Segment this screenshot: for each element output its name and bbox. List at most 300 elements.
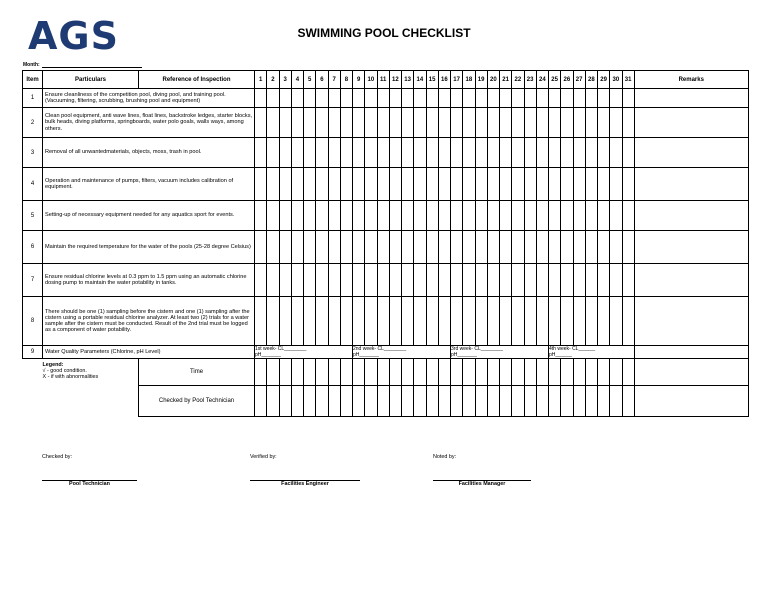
remarks-cell[interactable] [634, 386, 748, 417]
day-check-cell[interactable] [328, 108, 340, 138]
day-check-cell[interactable] [585, 138, 597, 168]
day-check-cell[interactable] [524, 168, 536, 201]
day-check-cell[interactable] [524, 264, 536, 297]
day-check-cell[interactable] [328, 201, 340, 231]
day-check-cell[interactable] [304, 297, 316, 346]
initials-cell[interactable] [475, 386, 487, 417]
time-cell[interactable] [328, 359, 340, 386]
day-check-cell[interactable] [451, 89, 463, 108]
day-check-cell[interactable] [267, 168, 279, 201]
remarks-cell[interactable] [634, 359, 748, 386]
day-check-cell[interactable] [561, 168, 573, 201]
day-check-cell[interactable] [365, 264, 377, 297]
time-cell[interactable] [402, 359, 414, 386]
day-check-cell[interactable] [475, 89, 487, 108]
day-check-cell[interactable] [389, 297, 401, 346]
day-check-cell[interactable] [598, 168, 610, 201]
initials-cell[interactable] [549, 386, 561, 417]
day-check-cell[interactable] [451, 297, 463, 346]
day-check-cell[interactable] [279, 89, 291, 108]
day-check-cell[interactable] [279, 138, 291, 168]
day-check-cell[interactable] [438, 108, 450, 138]
day-check-cell[interactable] [304, 138, 316, 168]
day-check-cell[interactable] [524, 201, 536, 231]
initials-cell[interactable] [279, 386, 291, 417]
time-cell[interactable] [414, 359, 426, 386]
day-check-cell[interactable] [426, 89, 438, 108]
day-check-cell[interactable] [304, 108, 316, 138]
initials-cell[interactable] [291, 386, 303, 417]
day-check-cell[interactable] [475, 108, 487, 138]
time-cell[interactable] [426, 359, 438, 386]
day-check-cell[interactable] [585, 264, 597, 297]
day-check-cell[interactable] [536, 168, 548, 201]
day-check-cell[interactable] [463, 201, 475, 231]
week-reading-cell[interactable] [353, 346, 451, 359]
day-check-cell[interactable] [267, 108, 279, 138]
day-check-cell[interactable] [487, 231, 499, 264]
day-check-cell[interactable] [549, 89, 561, 108]
initials-cell[interactable] [316, 386, 328, 417]
day-check-cell[interactable] [500, 138, 512, 168]
day-check-cell[interactable] [598, 138, 610, 168]
day-check-cell[interactable] [255, 168, 267, 201]
day-check-cell[interactable] [561, 231, 573, 264]
time-cell[interactable] [622, 359, 634, 386]
day-check-cell[interactable] [291, 264, 303, 297]
day-check-cell[interactable] [377, 108, 389, 138]
initials-cell[interactable] [365, 386, 377, 417]
initials-cell[interactable] [389, 386, 401, 417]
day-check-cell[interactable] [500, 168, 512, 201]
initials-cell[interactable] [353, 386, 365, 417]
day-check-cell[interactable] [487, 201, 499, 231]
day-check-cell[interactable] [426, 168, 438, 201]
day-check-cell[interactable] [512, 201, 524, 231]
day-check-cell[interactable] [622, 201, 634, 231]
day-check-cell[interactable] [304, 168, 316, 201]
day-check-cell[interactable] [402, 297, 414, 346]
day-check-cell[interactable] [316, 138, 328, 168]
day-check-cell[interactable] [451, 168, 463, 201]
time-cell[interactable] [598, 359, 610, 386]
day-check-cell[interactable] [524, 297, 536, 346]
day-check-cell[interactable] [316, 231, 328, 264]
day-check-cell[interactable] [622, 138, 634, 168]
day-check-cell[interactable] [549, 168, 561, 201]
day-check-cell[interactable] [291, 89, 303, 108]
day-check-cell[interactable] [402, 201, 414, 231]
day-check-cell[interactable] [291, 201, 303, 231]
day-check-cell[interactable] [536, 264, 548, 297]
day-check-cell[interactable] [340, 168, 352, 201]
day-check-cell[interactable] [389, 138, 401, 168]
day-check-cell[interactable] [573, 168, 585, 201]
time-cell[interactable] [304, 359, 316, 386]
time-cell[interactable] [573, 359, 585, 386]
month-input-line[interactable] [42, 67, 142, 68]
day-check-cell[interactable] [573, 201, 585, 231]
day-check-cell[interactable] [438, 231, 450, 264]
day-check-cell[interactable] [279, 264, 291, 297]
day-check-cell[interactable] [377, 138, 389, 168]
initials-cell[interactable] [340, 386, 352, 417]
time-cell[interactable] [377, 359, 389, 386]
day-check-cell[interactable] [438, 168, 450, 201]
day-check-cell[interactable] [267, 89, 279, 108]
remarks-cell[interactable] [634, 297, 748, 346]
day-check-cell[interactable] [291, 108, 303, 138]
day-check-cell[interactable] [414, 297, 426, 346]
day-check-cell[interactable] [389, 168, 401, 201]
day-check-cell[interactable] [426, 264, 438, 297]
day-check-cell[interactable] [353, 108, 365, 138]
day-check-cell[interactable] [353, 231, 365, 264]
day-check-cell[interactable] [438, 89, 450, 108]
day-check-cell[interactable] [549, 264, 561, 297]
initials-cell[interactable] [524, 386, 536, 417]
initials-cell[interactable] [463, 386, 475, 417]
day-check-cell[interactable] [365, 108, 377, 138]
day-check-cell[interactable] [598, 108, 610, 138]
time-cell[interactable] [340, 359, 352, 386]
day-check-cell[interactable] [377, 89, 389, 108]
day-check-cell[interactable] [304, 231, 316, 264]
day-check-cell[interactable] [414, 89, 426, 108]
day-check-cell[interactable] [549, 108, 561, 138]
day-check-cell[interactable] [610, 231, 622, 264]
day-check-cell[interactable] [622, 264, 634, 297]
day-check-cell[interactable] [622, 231, 634, 264]
day-check-cell[interactable] [622, 108, 634, 138]
day-check-cell[interactable] [573, 108, 585, 138]
time-cell[interactable] [353, 359, 365, 386]
day-check-cell[interactable] [438, 201, 450, 231]
remarks-cell[interactable] [634, 168, 748, 201]
day-check-cell[interactable] [475, 168, 487, 201]
day-check-cell[interactable] [438, 138, 450, 168]
day-check-cell[interactable] [463, 231, 475, 264]
initials-cell[interactable] [377, 386, 389, 417]
day-check-cell[interactable] [549, 201, 561, 231]
day-check-cell[interactable] [328, 264, 340, 297]
day-check-cell[interactable] [487, 138, 499, 168]
day-check-cell[interactable] [353, 264, 365, 297]
day-check-cell[interactable] [622, 89, 634, 108]
day-check-cell[interactable] [291, 168, 303, 201]
day-check-cell[interactable] [291, 297, 303, 346]
day-check-cell[interactable] [573, 297, 585, 346]
day-check-cell[interactable] [610, 264, 622, 297]
day-check-cell[interactable] [365, 138, 377, 168]
day-check-cell[interactable] [463, 264, 475, 297]
day-check-cell[interactable] [610, 108, 622, 138]
time-cell[interactable] [438, 359, 450, 386]
day-check-cell[interactable] [622, 168, 634, 201]
day-check-cell[interactable] [340, 138, 352, 168]
day-check-cell[interactable] [389, 89, 401, 108]
day-check-cell[interactable] [451, 264, 463, 297]
day-check-cell[interactable] [426, 297, 438, 346]
day-check-cell[interactable] [389, 264, 401, 297]
initials-cell[interactable] [414, 386, 426, 417]
day-check-cell[interactable] [487, 108, 499, 138]
day-check-cell[interactable] [487, 89, 499, 108]
time-cell[interactable] [291, 359, 303, 386]
day-check-cell[interactable] [475, 138, 487, 168]
day-check-cell[interactable] [573, 264, 585, 297]
day-check-cell[interactable] [475, 264, 487, 297]
day-check-cell[interactable] [340, 297, 352, 346]
day-check-cell[interactable] [487, 297, 499, 346]
day-check-cell[interactable] [475, 231, 487, 264]
day-check-cell[interactable] [340, 264, 352, 297]
day-check-cell[interactable] [328, 138, 340, 168]
initials-cell[interactable] [267, 386, 279, 417]
day-check-cell[interactable] [536, 201, 548, 231]
day-check-cell[interactable] [610, 168, 622, 201]
day-check-cell[interactable] [316, 297, 328, 346]
day-check-cell[interactable] [561, 264, 573, 297]
time-cell[interactable] [512, 359, 524, 386]
day-check-cell[interactable] [402, 231, 414, 264]
day-check-cell[interactable] [377, 264, 389, 297]
day-check-cell[interactable] [353, 297, 365, 346]
day-check-cell[interactable] [524, 231, 536, 264]
day-check-cell[interactable] [291, 138, 303, 168]
day-check-cell[interactable] [377, 201, 389, 231]
day-check-cell[interactable] [267, 138, 279, 168]
remarks-cell[interactable] [634, 346, 748, 359]
time-cell[interactable] [451, 359, 463, 386]
day-check-cell[interactable] [500, 108, 512, 138]
day-check-cell[interactable] [279, 297, 291, 346]
day-check-cell[interactable] [279, 168, 291, 201]
day-check-cell[interactable] [316, 89, 328, 108]
day-check-cell[interactable] [365, 201, 377, 231]
remarks-cell[interactable] [634, 138, 748, 168]
day-check-cell[interactable] [377, 297, 389, 346]
day-check-cell[interactable] [610, 138, 622, 168]
day-check-cell[interactable] [255, 264, 267, 297]
day-check-cell[interactable] [402, 138, 414, 168]
day-check-cell[interactable] [389, 108, 401, 138]
day-check-cell[interactable] [340, 201, 352, 231]
time-cell[interactable] [316, 359, 328, 386]
day-check-cell[interactable] [500, 89, 512, 108]
day-check-cell[interactable] [475, 297, 487, 346]
day-check-cell[interactable] [585, 168, 597, 201]
day-check-cell[interactable] [512, 168, 524, 201]
day-check-cell[interactable] [414, 264, 426, 297]
time-cell[interactable] [500, 359, 512, 386]
day-check-cell[interactable] [377, 231, 389, 264]
day-check-cell[interactable] [402, 89, 414, 108]
day-check-cell[interactable] [561, 108, 573, 138]
day-check-cell[interactable] [451, 231, 463, 264]
time-cell[interactable] [585, 359, 597, 386]
day-check-cell[interactable] [328, 231, 340, 264]
day-check-cell[interactable] [414, 231, 426, 264]
day-check-cell[interactable] [255, 138, 267, 168]
day-check-cell[interactable] [426, 201, 438, 231]
day-check-cell[interactable] [536, 231, 548, 264]
time-cell[interactable] [610, 359, 622, 386]
day-check-cell[interactable] [512, 108, 524, 138]
day-check-cell[interactable] [328, 89, 340, 108]
day-check-cell[interactable] [267, 297, 279, 346]
day-check-cell[interactable] [279, 108, 291, 138]
day-check-cell[interactable] [365, 231, 377, 264]
remarks-cell[interactable] [634, 89, 748, 108]
day-check-cell[interactable] [279, 201, 291, 231]
day-check-cell[interactable] [536, 297, 548, 346]
day-check-cell[interactable] [414, 201, 426, 231]
day-check-cell[interactable] [536, 138, 548, 168]
day-check-cell[interactable] [414, 138, 426, 168]
initials-cell[interactable] [438, 386, 450, 417]
day-check-cell[interactable] [610, 297, 622, 346]
day-check-cell[interactable] [389, 201, 401, 231]
day-check-cell[interactable] [598, 264, 610, 297]
day-check-cell[interactable] [267, 231, 279, 264]
time-cell[interactable] [389, 359, 401, 386]
time-cell[interactable] [463, 359, 475, 386]
initials-cell[interactable] [536, 386, 548, 417]
day-check-cell[interactable] [463, 89, 475, 108]
day-check-cell[interactable] [500, 201, 512, 231]
time-cell[interactable] [487, 359, 499, 386]
time-cell[interactable] [267, 359, 279, 386]
time-cell[interactable] [524, 359, 536, 386]
day-check-cell[interactable] [402, 264, 414, 297]
day-check-cell[interactable] [279, 231, 291, 264]
day-check-cell[interactable] [598, 231, 610, 264]
day-check-cell[interactable] [451, 108, 463, 138]
day-check-cell[interactable] [304, 89, 316, 108]
day-check-cell[interactable] [536, 108, 548, 138]
day-check-cell[interactable] [549, 231, 561, 264]
day-check-cell[interactable] [377, 168, 389, 201]
day-check-cell[interactable] [316, 108, 328, 138]
day-check-cell[interactable] [365, 89, 377, 108]
day-check-cell[interactable] [500, 297, 512, 346]
day-check-cell[interactable] [353, 138, 365, 168]
day-check-cell[interactable] [512, 138, 524, 168]
initials-cell[interactable] [451, 386, 463, 417]
day-check-cell[interactable] [304, 264, 316, 297]
day-check-cell[interactable] [353, 168, 365, 201]
remarks-cell[interactable] [634, 264, 748, 297]
day-check-cell[interactable] [549, 138, 561, 168]
day-check-cell[interactable] [255, 297, 267, 346]
time-cell[interactable] [536, 359, 548, 386]
day-check-cell[interactable] [573, 89, 585, 108]
day-check-cell[interactable] [500, 231, 512, 264]
day-check-cell[interactable] [438, 297, 450, 346]
day-check-cell[interactable] [475, 201, 487, 231]
day-check-cell[interactable] [524, 89, 536, 108]
day-check-cell[interactable] [585, 108, 597, 138]
initials-cell[interactable] [622, 386, 634, 417]
day-check-cell[interactable] [536, 89, 548, 108]
day-check-cell[interactable] [512, 89, 524, 108]
day-check-cell[interactable] [402, 108, 414, 138]
time-cell[interactable] [365, 359, 377, 386]
day-check-cell[interactable] [255, 108, 267, 138]
day-check-cell[interactable] [524, 138, 536, 168]
day-check-cell[interactable] [512, 297, 524, 346]
remarks-cell[interactable] [634, 108, 748, 138]
day-check-cell[interactable] [353, 201, 365, 231]
initials-cell[interactable] [573, 386, 585, 417]
day-check-cell[interactable] [487, 264, 499, 297]
day-check-cell[interactable] [598, 201, 610, 231]
day-check-cell[interactable] [549, 297, 561, 346]
initials-cell[interactable] [304, 386, 316, 417]
initials-cell[interactable] [585, 386, 597, 417]
day-check-cell[interactable] [426, 138, 438, 168]
day-check-cell[interactable] [414, 168, 426, 201]
time-cell[interactable] [475, 359, 487, 386]
day-check-cell[interactable] [598, 297, 610, 346]
day-check-cell[interactable] [414, 108, 426, 138]
time-cell[interactable] [279, 359, 291, 386]
day-check-cell[interactable] [267, 201, 279, 231]
day-check-cell[interactable] [463, 297, 475, 346]
initials-cell[interactable] [426, 386, 438, 417]
day-check-cell[interactable] [463, 168, 475, 201]
day-check-cell[interactable] [573, 138, 585, 168]
day-check-cell[interactable] [340, 108, 352, 138]
day-check-cell[interactable] [365, 168, 377, 201]
day-check-cell[interactable] [426, 231, 438, 264]
day-check-cell[interactable] [561, 297, 573, 346]
day-check-cell[interactable] [340, 89, 352, 108]
day-check-cell[interactable] [585, 231, 597, 264]
remarks-cell[interactable] [634, 201, 748, 231]
day-check-cell[interactable] [328, 297, 340, 346]
day-check-cell[interactable] [267, 264, 279, 297]
initials-cell[interactable] [512, 386, 524, 417]
day-check-cell[interactable] [316, 168, 328, 201]
day-check-cell[interactable] [512, 264, 524, 297]
day-check-cell[interactable] [598, 89, 610, 108]
initials-cell[interactable] [610, 386, 622, 417]
initials-cell[interactable] [561, 386, 573, 417]
initials-cell[interactable] [402, 386, 414, 417]
week-reading-cell[interactable] [451, 346, 549, 359]
day-check-cell[interactable] [561, 201, 573, 231]
day-check-cell[interactable] [316, 201, 328, 231]
day-check-cell[interactable] [426, 108, 438, 138]
week-reading-cell[interactable] [549, 346, 635, 359]
day-check-cell[interactable] [389, 231, 401, 264]
day-check-cell[interactable] [304, 201, 316, 231]
day-check-cell[interactable] [573, 231, 585, 264]
day-check-cell[interactable] [585, 297, 597, 346]
day-check-cell[interactable] [561, 89, 573, 108]
day-check-cell[interactable] [255, 231, 267, 264]
day-check-cell[interactable] [316, 264, 328, 297]
day-check-cell[interactable] [291, 231, 303, 264]
day-check-cell[interactable] [365, 297, 377, 346]
day-check-cell[interactable] [487, 168, 499, 201]
day-check-cell[interactable] [500, 264, 512, 297]
time-cell[interactable] [255, 359, 267, 386]
day-check-cell[interactable] [340, 231, 352, 264]
day-check-cell[interactable] [610, 89, 622, 108]
